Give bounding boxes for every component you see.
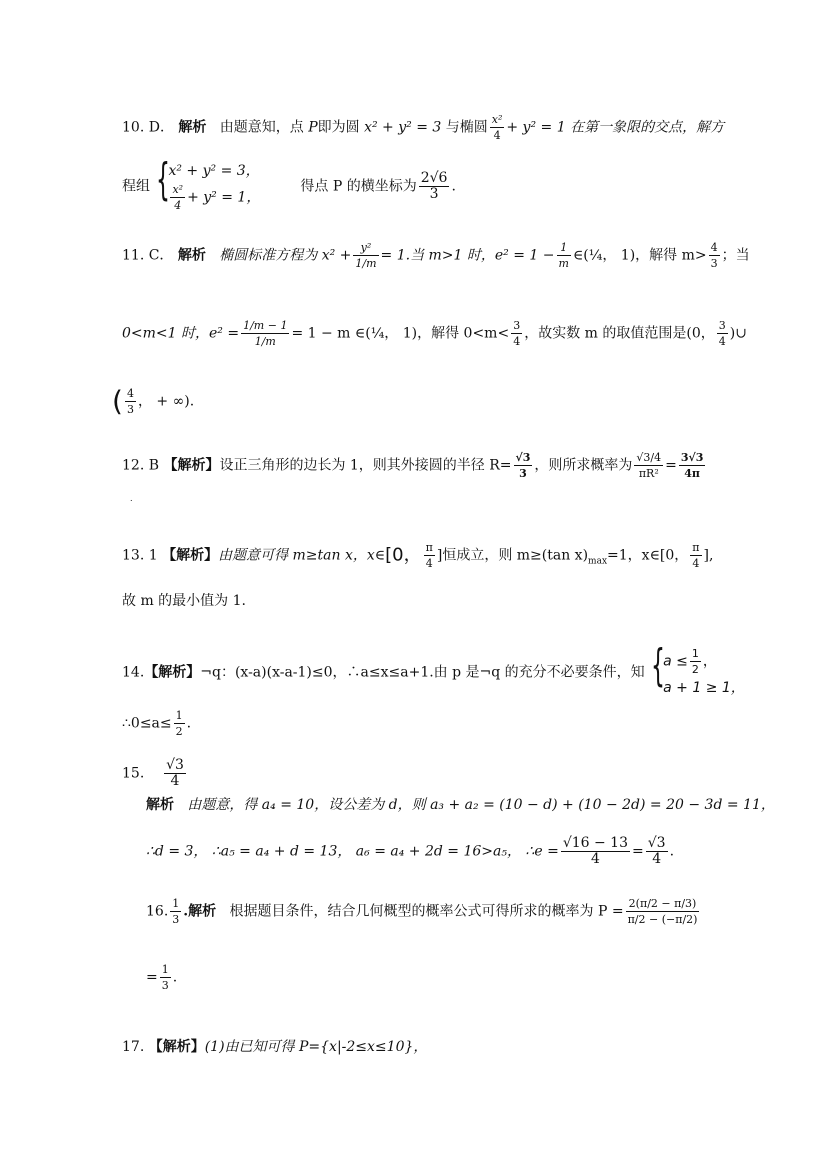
q10-result-fraction: $\frac{2√6}{3}$ — [420, 170, 448, 202]
q11-line2: 0<m<1 时，e² = $\frac{1/m - 1}{1/m}$ = 1 − m ∈(¼， 1)，解得 0<m< $\frac{3}{4}$ ，故实数 m 的取值范围是(0， $\frac{3}{4}$ )∪ — [122, 319, 747, 348]
q17-line: 17. 【解析】(1)由已知可得 P={x|-2≤x≤10}， — [122, 1039, 428, 1055]
q13-line1: 13. 1 【解析】由题意可得 m≥tan x，x∈[0， $\frac{\pi}{4}$ ]恒成立，则 m≥(tan $x)_{max}=1$，x∈[0， $\frac{\pi}{4}$ ], — [122, 541, 714, 570]
q10-number: 10. D． — [122, 119, 174, 136]
q10-equation-system: { x² + y² = 3， $\frac{\text{x²}}{4}$ + y² = 1， — [156, 154, 261, 212]
q10-ellipse-fraction: $\frac{\text{x²}}{4}$ — [491, 113, 503, 142]
q11-line3: ( $\frac{4}{3}$ ， + ∞). — [112, 384, 195, 418]
q16-line1: 16. $\frac{1}{3}$ .解析 根据题目条件，结合几何概型的概率公式可得所求的概率为 P = $\frac{2(\pi/2 - \pi/3)}{\pi/2 - (-\pi/2)}$ — [146, 897, 698, 926]
q13-line2: 故 m 的最小值为 1. — [122, 593, 246, 609]
q10-line2: 程组 { x² + y² = 3， $\frac{\text{x²}}{4}$ + y² = 1， 得点 P 的横坐标为 $\frac{2√6}{3}$ . — [122, 154, 456, 212]
q12-line: 12. B 【解析】设正三角形的边长为 1，则其外接圆的半径 R= $\frac{√3}{3}$ ，则所求概率为 $\frac{√3/4}{\text{πR²}}$ = $\frac{3√3}{4\pi}$ — [122, 451, 704, 480]
q14-condition-system: { a ≤ $\frac{1}{2}$ ， a + 1 ≥ 1， — [651, 640, 745, 696]
q10-tag: 解析 — [178, 119, 207, 136]
q15-line2: ∴d = 3， ∴a₅ = a₄ + d = 13， a₆ = a₄ + 2d = 16>a₅， ∴e = $\frac{√16 - 13}{4}$ = $\frac{√3}{4}$ . — [146, 835, 675, 867]
q11-line1: 11. C． 解析 椭圆标准方程为 x² + $\frac{\text{y²}}{1/m}$ = 1.当 m>1 时，e² = 1 − $\frac{1}{m}$ ∈(¼， 1)，解得 m> $\frac{4}{3}$ ；当 — [122, 241, 750, 270]
q15-line1: 解析 由题意，得 a₄ = 10，设公差为 d，则 a₃ + a₂ = (10 − d) + (10 − 2d) = 20 − 3d = 11， — [146, 797, 775, 813]
q16-line2: = $\frac{1}{3}$ . — [146, 963, 178, 992]
q14-line2: ∴0≤a≤ $\frac{1}{2}$ . — [122, 709, 192, 738]
q14-line1: 14.【解析】¬q：(x-a)(x-a-1)≤0，∴a≤x≤a+1.由 p 是¬q 的充分不必要条件，知 { a ≤ $\frac{1}{2}$ ， a + 1 ≥ 1， — [122, 646, 745, 699]
q10-line1: 10. D． 解析 由题意知，点 P即为圆 x² + y² = 3 与椭圆 $\frac{\text{x²}}{4}$ + y² = 1 在第一象限的交点，解方 — [122, 113, 725, 142]
q15-head: 15. $\frac{√3}{4}$ — [122, 757, 184, 789]
q12-trailing-dot: . — [130, 494, 133, 503]
